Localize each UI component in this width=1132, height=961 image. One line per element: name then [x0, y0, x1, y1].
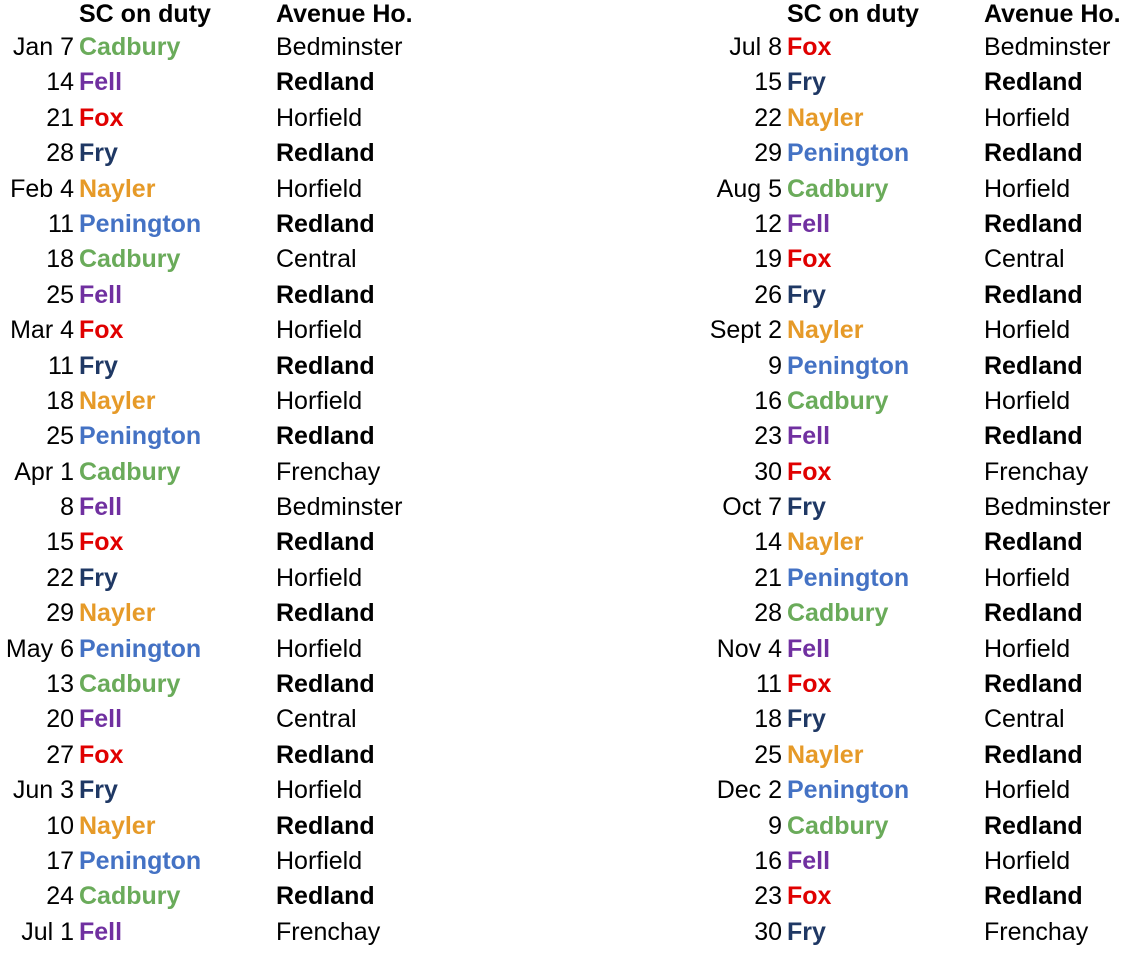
schedule-row — [566, 101, 1132, 136]
sc-on-duty-name: Cadbury — [787, 386, 889, 415]
sc-on-duty-name: Fell — [79, 705, 123, 734]
schedule-row — [566, 349, 1132, 384]
schedule-column-right — [566, 0, 1132, 950]
avenue-house-name: Horfield — [276, 634, 363, 663]
avenue-house-name: Redland — [276, 599, 375, 628]
avenue-house-name: Bedminster — [276, 33, 403, 61]
schedule-row — [0, 773, 560, 808]
schedule-row — [0, 809, 560, 844]
duty-date: Mar 4 — [10, 316, 74, 345]
schedule-row — [566, 809, 1132, 844]
schedule-row — [0, 65, 560, 100]
duty-date: 16 — [754, 846, 782, 875]
duty-date: 8 — [60, 493, 74, 522]
schedule-row — [0, 455, 560, 490]
avenue-house-name: Redland — [984, 670, 1083, 699]
schedule-row — [566, 136, 1132, 171]
schedule-row — [566, 702, 1132, 737]
sc-on-duty-name: Cadbury — [79, 882, 181, 911]
duty-date: 23 — [754, 882, 782, 911]
column-header-row — [0, 0, 560, 30]
avenue-house-name: Bedminster — [984, 33, 1111, 61]
schedule-row — [566, 490, 1132, 525]
avenue-house-name: Horfield — [276, 776, 363, 805]
sc-on-duty-name: Fry — [787, 705, 826, 734]
sc-on-duty-name: Penington — [787, 351, 910, 380]
duty-date: Jul 8 — [729, 33, 782, 61]
schedule-row — [0, 490, 560, 525]
avenue-house-name: Redland — [984, 209, 1083, 238]
duty-date: 12 — [754, 209, 782, 238]
schedule-row — [0, 596, 560, 631]
duty-date: 18 — [46, 386, 74, 415]
schedule-row — [0, 278, 560, 313]
schedule-row — [566, 561, 1132, 596]
avenue-house-name: Frenchay — [276, 917, 381, 946]
schedule-row — [566, 738, 1132, 773]
avenue-house-name: Redland — [276, 280, 375, 309]
sc-on-duty-name: Penington — [79, 846, 202, 875]
schedule-row — [0, 419, 560, 454]
sc-on-duty-name: Penington — [787, 776, 910, 805]
duty-date: Apr 1 — [14, 457, 74, 486]
schedule-row — [566, 278, 1132, 313]
sc-on-duty-name: Nayler — [79, 599, 156, 628]
avenue-house-name: Frenchay — [984, 917, 1089, 946]
sc-on-duty-name: Fry — [787, 280, 826, 309]
schedule-row — [0, 667, 560, 702]
duty-date: 9 — [768, 351, 782, 380]
avenue-house-name: Horfield — [276, 846, 363, 875]
header-avenue-house: Avenue Ho. — [984, 0, 1121, 28]
avenue-house-name: Horfield — [984, 776, 1071, 805]
schedule-row — [0, 525, 560, 560]
avenue-house-name: Redland — [276, 528, 375, 557]
sc-on-duty-name: Penington — [787, 139, 910, 168]
schedule-row — [0, 384, 560, 419]
avenue-house-name: Horfield — [984, 563, 1071, 592]
duty-date: 30 — [754, 457, 782, 486]
sc-on-duty-name: Cadbury — [79, 457, 181, 486]
sc-on-duty-name: Cadbury — [79, 245, 181, 274]
schedule-row — [0, 207, 560, 242]
schedule-row — [0, 632, 560, 667]
sc-on-duty-name: Fox — [787, 245, 832, 274]
sc-on-duty-name: Fell — [787, 209, 831, 238]
duty-date: Nov 4 — [716, 634, 782, 663]
schedule-row — [0, 349, 560, 384]
avenue-house-name: Redland — [276, 670, 375, 699]
schedule-row — [566, 879, 1132, 914]
schedule-row — [0, 172, 560, 207]
duty-date: 22 — [754, 103, 782, 132]
schedule-row — [566, 632, 1132, 667]
avenue-house-name: Redland — [276, 139, 375, 168]
avenue-house-name: Redland — [276, 351, 375, 380]
sc-on-duty-name: Fry — [787, 493, 826, 522]
duty-date: 11 — [756, 670, 782, 699]
avenue-house-name: Redland — [276, 740, 375, 769]
schedule-row — [0, 738, 560, 773]
avenue-house-name: Horfield — [276, 563, 363, 592]
duty-date: 14 — [754, 528, 782, 557]
avenue-house-name: Horfield — [276, 103, 363, 132]
schedule-row — [566, 207, 1132, 242]
duty-date: 18 — [754, 705, 782, 734]
sc-on-duty-name: Fell — [79, 917, 123, 946]
schedule-column-left — [0, 0, 560, 950]
schedule-row — [566, 525, 1132, 560]
sc-on-duty-name: Fox — [787, 882, 832, 911]
avenue-house-name: Central — [984, 245, 1065, 274]
duty-date: 11 — [48, 209, 74, 238]
duty-date: 22 — [46, 563, 74, 592]
sc-on-duty-name: Fry — [787, 68, 826, 97]
avenue-house-name: Frenchay — [984, 457, 1089, 486]
sc-on-duty-name: Fry — [79, 351, 118, 380]
avenue-house-name: Redland — [984, 139, 1083, 168]
duty-date: 20 — [46, 705, 74, 734]
avenue-house-name: Horfield — [984, 316, 1071, 345]
schedule-row — [566, 172, 1132, 207]
avenue-house-name: Redland — [276, 422, 375, 451]
duty-date: 25 — [46, 280, 74, 309]
duty-date: 25 — [754, 740, 782, 769]
duty-date: 28 — [754, 599, 782, 628]
header-sc-on-duty: SC on duty — [79, 0, 211, 28]
avenue-house-name: Horfield — [984, 174, 1071, 203]
sc-on-duty-name: Penington — [79, 634, 202, 663]
sc-on-duty-name: Nayler — [79, 386, 156, 415]
avenue-house-name: Redland — [276, 209, 375, 238]
duty-date: 21 — [754, 563, 782, 592]
schedule-row — [566, 384, 1132, 419]
schedule-row — [566, 455, 1132, 490]
duty-date: 27 — [46, 740, 74, 769]
schedule-row — [0, 30, 560, 65]
duty-date: Dec 2 — [716, 776, 782, 805]
sc-on-duty-name: Fox — [787, 33, 832, 61]
avenue-house-name: Horfield — [984, 103, 1071, 132]
schedule-row — [566, 773, 1132, 808]
sc-on-duty-name: Nayler — [787, 740, 864, 769]
sc-on-duty-name: Nayler — [79, 811, 156, 840]
sc-on-duty-name: Nayler — [79, 174, 156, 203]
avenue-house-name: Redland — [984, 528, 1083, 557]
avenue-house-name: Bedminster — [984, 493, 1111, 522]
avenue-house-name: Redland — [276, 811, 375, 840]
sc-on-duty-name: Penington — [79, 422, 202, 451]
avenue-house-name: Redland — [276, 68, 375, 97]
duty-date: 26 — [754, 280, 782, 309]
sc-on-duty-name: Nayler — [787, 316, 864, 345]
duty-date: 11 — [48, 351, 74, 380]
schedule-rows-left — [0, 30, 560, 950]
avenue-house-name: Horfield — [276, 174, 363, 203]
schedule-row — [0, 101, 560, 136]
duty-date: 29 — [754, 139, 782, 168]
schedule-row — [566, 667, 1132, 702]
duty-date: Aug 5 — [716, 174, 782, 203]
schedule-row — [0, 879, 560, 914]
sc-on-duty-name: Fell — [79, 493, 123, 522]
schedule-row — [0, 242, 560, 277]
column-header-row — [566, 0, 1132, 30]
schedule-row — [566, 419, 1132, 454]
avenue-house-name: Redland — [984, 280, 1083, 309]
duty-date: 9 — [768, 811, 782, 840]
duty-date: 17 — [46, 846, 74, 875]
duty-date: 24 — [46, 882, 74, 911]
sc-on-duty-name: Fell — [787, 422, 831, 451]
schedule-row — [0, 844, 560, 879]
schedule-row — [566, 30, 1132, 65]
avenue-house-name: Horfield — [984, 386, 1071, 415]
schedule-row — [0, 561, 560, 596]
avenue-house-name: Central — [276, 245, 357, 274]
avenue-house-name: Central — [984, 705, 1065, 734]
sc-on-duty-name: Nayler — [787, 528, 864, 557]
duty-date: 10 — [46, 811, 74, 840]
schedule-row — [566, 65, 1132, 100]
sc-on-duty-name: Penington — [79, 209, 202, 238]
schedule-row — [566, 242, 1132, 277]
sc-on-duty-name: Fox — [79, 316, 124, 345]
avenue-house-name: Bedminster — [276, 493, 403, 522]
schedule-row — [566, 596, 1132, 631]
avenue-house-name: Redland — [984, 68, 1083, 97]
duty-date: Sept 2 — [709, 316, 782, 345]
duty-date: Oct 7 — [722, 493, 782, 522]
sc-on-duty-name: Cadbury — [787, 599, 889, 628]
sc-on-duty-name: Fry — [79, 563, 118, 592]
duty-date: 25 — [46, 422, 74, 451]
avenue-house-name: Redland — [276, 882, 375, 911]
sc-on-duty-name: Fell — [787, 846, 831, 875]
avenue-house-name: Redland — [984, 599, 1083, 628]
duty-date: Jun 3 — [12, 776, 74, 805]
header-avenue-house: Avenue Ho. — [276, 0, 413, 28]
avenue-house-name: Horfield — [276, 386, 363, 415]
duty-date: 28 — [46, 139, 74, 168]
duty-date: 13 — [46, 670, 74, 699]
sc-on-duty-name: Fox — [787, 670, 832, 699]
sc-on-duty-name: Fry — [79, 776, 118, 805]
duty-date: 15 — [754, 68, 782, 97]
sc-on-duty-name: Fell — [79, 68, 123, 97]
avenue-house-name: Frenchay — [276, 457, 381, 486]
sc-on-duty-name: Cadbury — [787, 174, 889, 203]
sc-on-duty-name: Fox — [79, 528, 124, 557]
header-sc-on-duty: SC on duty — [787, 0, 919, 28]
sc-on-duty-name: Nayler — [787, 103, 864, 132]
schedule-rows-right — [566, 30, 1132, 950]
sc-on-duty-name: Cadbury — [79, 670, 181, 699]
avenue-house-name: Horfield — [984, 634, 1071, 663]
avenue-house-name: Central — [276, 705, 357, 734]
duty-date: 14 — [46, 68, 74, 97]
avenue-house-name: Redland — [984, 740, 1083, 769]
duty-date: May 6 — [5, 634, 74, 663]
sc-on-duty-name: Penington — [787, 563, 910, 592]
duty-date: Jan 7 — [12, 33, 74, 61]
avenue-house-name: Redland — [984, 811, 1083, 840]
sc-on-duty-name: Cadbury — [79, 33, 181, 61]
sc-on-duty-name: Fox — [787, 457, 832, 486]
duty-date: 30 — [754, 917, 782, 946]
duty-date: 23 — [754, 422, 782, 451]
sc-on-duty-name: Fell — [79, 280, 123, 309]
sc-on-duty-name: Fry — [79, 139, 118, 168]
schedule-row — [0, 915, 560, 950]
sc-on-duty-name: Fry — [787, 917, 826, 946]
sc-on-duty-name: Fell — [787, 634, 831, 663]
avenue-house-name: Horfield — [984, 846, 1071, 875]
avenue-house-name: Horfield — [276, 316, 363, 345]
avenue-house-name: Redland — [984, 882, 1083, 911]
avenue-house-name: Redland — [984, 351, 1083, 380]
sc-on-duty-name: Cadbury — [787, 811, 889, 840]
duty-date: 29 — [46, 599, 74, 628]
duty-date: Jul 1 — [21, 917, 74, 946]
schedule-row — [0, 136, 560, 171]
schedule-row — [566, 313, 1132, 348]
duty-date: 19 — [754, 245, 782, 274]
duty-date: 15 — [46, 528, 74, 557]
duty-date: 16 — [754, 386, 782, 415]
duty-date: 21 — [46, 103, 74, 132]
duty-date: 18 — [46, 245, 74, 274]
schedule-row — [0, 702, 560, 737]
sc-on-duty-name: Fox — [79, 103, 124, 132]
schedule-row — [0, 313, 560, 348]
sc-on-duty-name: Fox — [79, 740, 124, 769]
schedule-row — [566, 915, 1132, 950]
duty-date: Feb 4 — [10, 174, 74, 203]
avenue-house-name: Redland — [984, 422, 1083, 451]
schedule-row — [566, 844, 1132, 879]
